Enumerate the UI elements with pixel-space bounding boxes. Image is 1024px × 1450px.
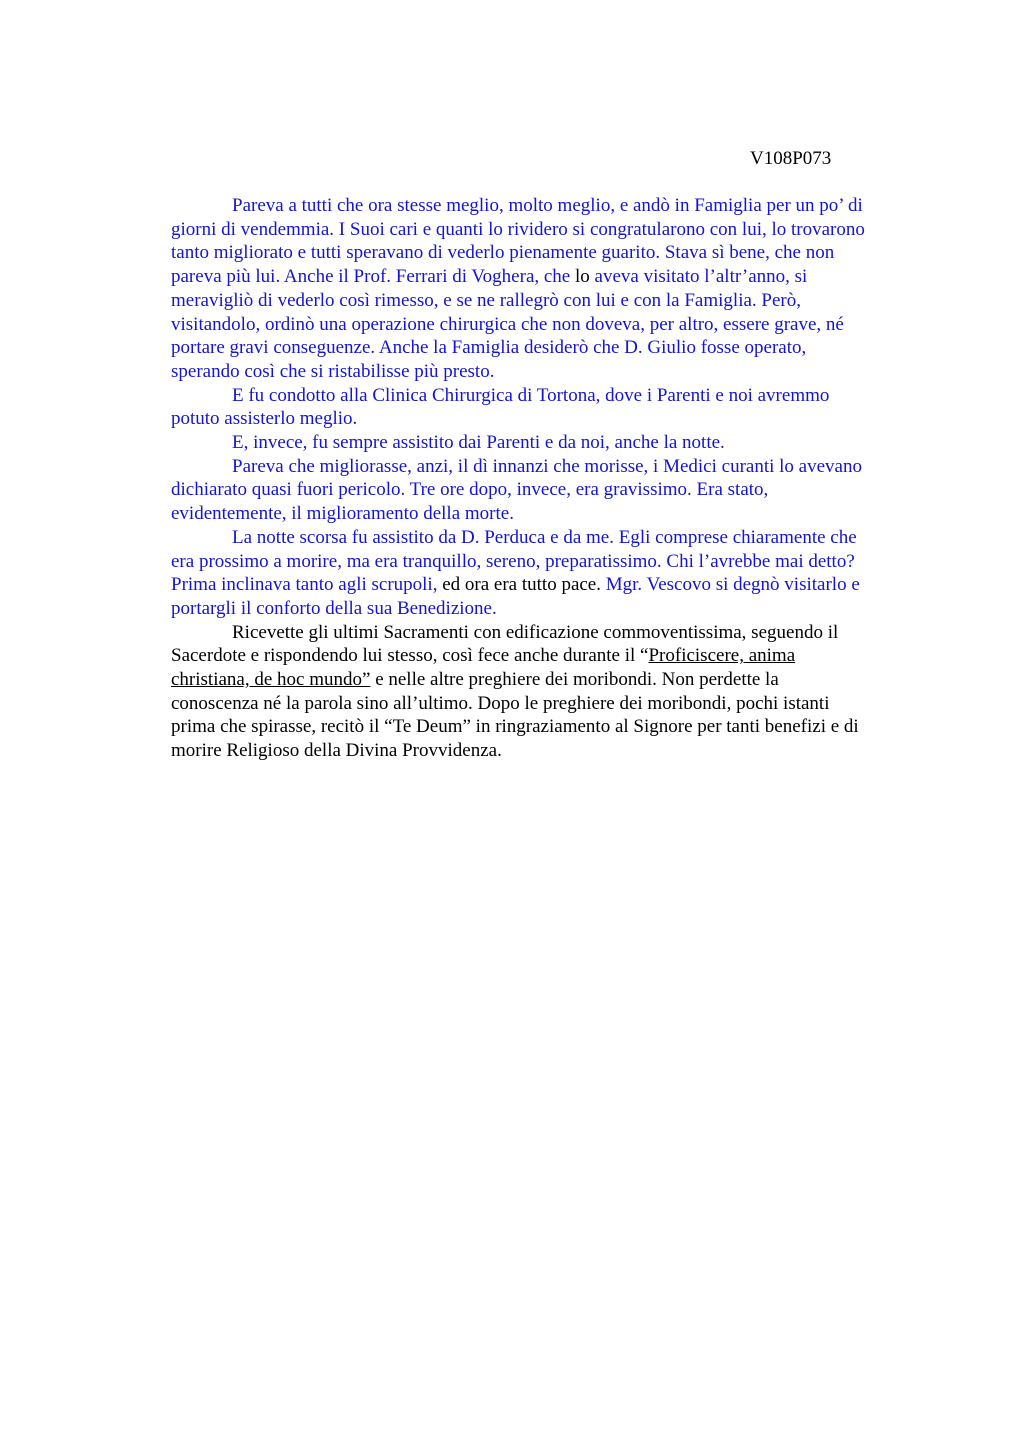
paragraph <box>171 526 931 621</box>
text-line: Pareva che migliorasse, anzi, il dì innanzi che morisse, i Medici curanti lo avevano <box>232 455 862 477</box>
paragraph <box>171 431 931 455</box>
text-line: tanto migliorato e tutti speravano di vederlo pienamente guarito. Stava sì bene, che non <box>171 242 835 264</box>
text-line: prima che spirasse, recitò il “Te Deum” in ringraziamento al Signore per tanti benefizi e di <box>171 716 859 738</box>
text-line: sperando così che si ristabilisse più presto. <box>171 360 495 382</box>
text-segment: Mgr. Vescovo si degnò visitarlo e <box>601 574 860 596</box>
text-line: Ricevette gli ultimi Sacramenti con edificazione commoventissima, seguendo il <box>232 621 839 643</box>
underlined-latin-phrase: Proficiscere, anima <box>648 645 796 667</box>
text-segment: ed ora era tutto pace. <box>437 574 601 596</box>
underlined-latin-phrase: christiana, de hoc mundo” <box>171 669 371 691</box>
text-line: visitandolo, ordinò una operazione chirurgica che non doveva, per altro, essere grave, né <box>171 313 844 335</box>
paragraph <box>171 621 931 763</box>
document-body <box>171 194 931 763</box>
paragraph <box>171 384 931 431</box>
text-segment: Sacerdote e rispondendo lui stesso, così fece anche durante il “ <box>171 645 649 667</box>
text-line: Pareva a tutti che ora stesse meglio, molto meglio, e andò in Famiglia per un po’ di <box>232 195 863 216</box>
text-segment: aveva visitato l’altr’anno, si <box>589 266 808 288</box>
text-segment: pareva più lui. Anche il Prof. Ferrari di Voghera, che <box>171 266 575 288</box>
text-line: potuto assisterlo meglio. <box>171 408 358 430</box>
text-line: La notte scorsa fu assistito da D. Perduca e da me. Egli comprese chiaramente che <box>232 526 857 548</box>
text-line: E, invece, fu sempre assistito dai Parenti e da noi, anche la notte. <box>232 432 725 454</box>
page-reference-code: V108P073 <box>750 148 832 169</box>
text-line: portargli il conforto della sua Benedizione. <box>171 597 497 619</box>
text-line: portare gravi conseguenze. Anche la Famiglia desiderò che D. Giulio fosse operato, <box>171 337 807 359</box>
text-line: giorni di vendemmia. I Suoi cari e quanti lo rividero si congratularono con lui, lo trovarono <box>171 218 865 240</box>
text-line: E fu condotto alla Clinica Chirurgica di Tortona, dove i Parenti e noi avremmo <box>232 384 830 406</box>
text-line: conoscenza né la parola sino all’ultimo. Dopo le preghiere dei moribondi, pochi istanti <box>171 692 830 714</box>
text-line: dichiarato quasi fuori pericolo. Tre ore dopo, invece, era gravissimo. Era stato, <box>171 479 769 501</box>
text-segment: Prima inclinava tanto agli scrupoli, <box>171 574 438 596</box>
text-line: morire Religioso della Divina Provvidenza. <box>171 740 502 762</box>
text-line: meravigliò di vederlo così rimesso, e se ne rallegrò con lui e con la Famiglia. Però, <box>171 289 801 311</box>
text-segment: e nelle altre preghiere dei moribondi. Non perdette la <box>370 669 779 691</box>
text-line: evidentemente, il miglioramento della morte. <box>171 503 514 525</box>
paragraph <box>171 194 931 384</box>
text-line: era prossimo a morire, ma era tranquillo, sereno, preparatissimo. Chi l’avrebbe mai detto? <box>171 550 855 572</box>
paragraph <box>171 455 931 526</box>
text-segment: lo <box>575 266 590 288</box>
